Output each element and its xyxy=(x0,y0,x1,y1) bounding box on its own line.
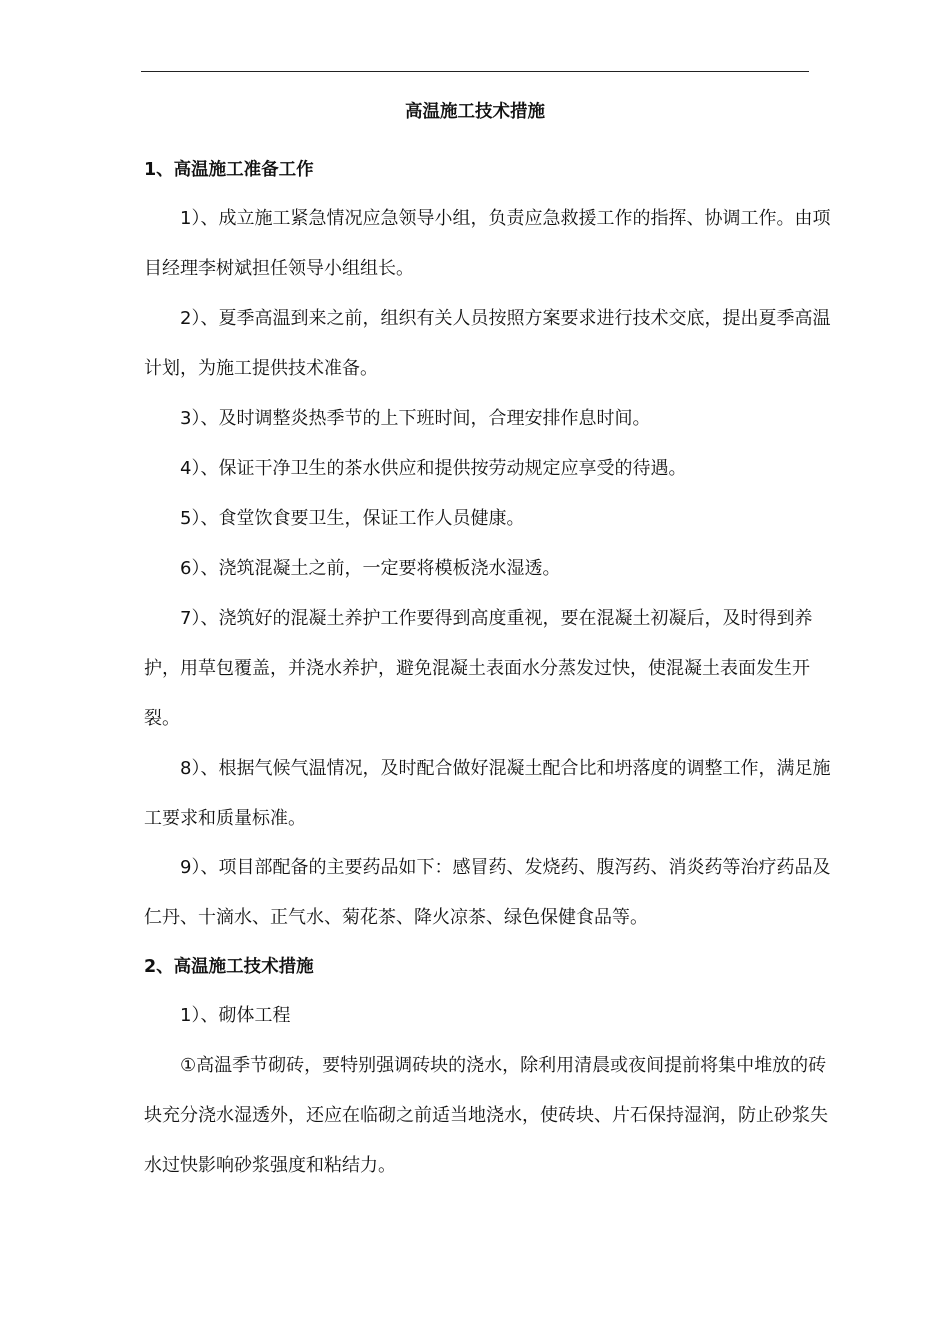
header-rule xyxy=(141,71,809,72)
paragraph-item-5: 5）、食堂饮食要卫生，保证工作人员健康。 xyxy=(180,508,525,529)
paragraph-item-8: 8）、根据气候气温情况，及时配合做好混凝土配合比和坍落度的调整工作，满足施工要求和质量标准。 xyxy=(144,758,831,829)
section-heading-2: 2、高温施工技术措施 xyxy=(144,957,314,977)
paragraph-item-3: 3）、及时调整炎热季节的上下班时间，合理安排作息时间。 xyxy=(180,408,651,429)
paragraph-item-2: 2）、夏季高温到来之前，组织有关人员按照方案要求进行技术交底，提出夏季高温计划，为施工提供技术准备。 xyxy=(144,308,831,379)
paragraph-item-9: 9）、项目部配备的主要药品如下：感冒药、发烧药、腹泻药、消炎药等治疗药品及仁丹、十滴水、正气水、菊花茶、降火凉茶、绿色保健食品等。 xyxy=(144,857,831,928)
section-heading-1: 1、高温施工准备工作 xyxy=(144,160,314,180)
paragraph-item-4: 4）、保证干净卫生的茶水供应和提供按劳动规定应享受的待遇。 xyxy=(180,458,687,479)
subheading-masonry: 1）、砌体工程 xyxy=(180,1005,291,1026)
paragraph-item-7: 7）、浇筑好的混凝土养护工作要得到高度重视，要在混凝土初凝后，及时得到养护，用草包覆盖，并浇水养护，避免混凝土表面水分蒸发过快，使混凝土表面发生开裂。 xyxy=(144,608,813,729)
paragraph-item-1: 1）、成立施工紧急情况应急领导小组，负责应急救援工作的指挥、协调工作。由项目经理李树斌担任领导小组组长。 xyxy=(144,208,831,279)
paragraph-item-6: 6）、浇筑混凝土之前，一定要将模板浇水湿透。 xyxy=(180,558,561,579)
document-title: 高温施工技术措施 xyxy=(405,102,545,122)
paragraph-masonry: ①高温季节砌砖，要特别强调砖块的浇水，除利用清晨或夜间提前将集中堆放的砖块充分浇水湿透外，还应在临砌之前适当地浇水，使砖块、片石保持湿润，防止砂浆失水过快影响砂浆强度和粘结力。 xyxy=(144,1055,828,1176)
